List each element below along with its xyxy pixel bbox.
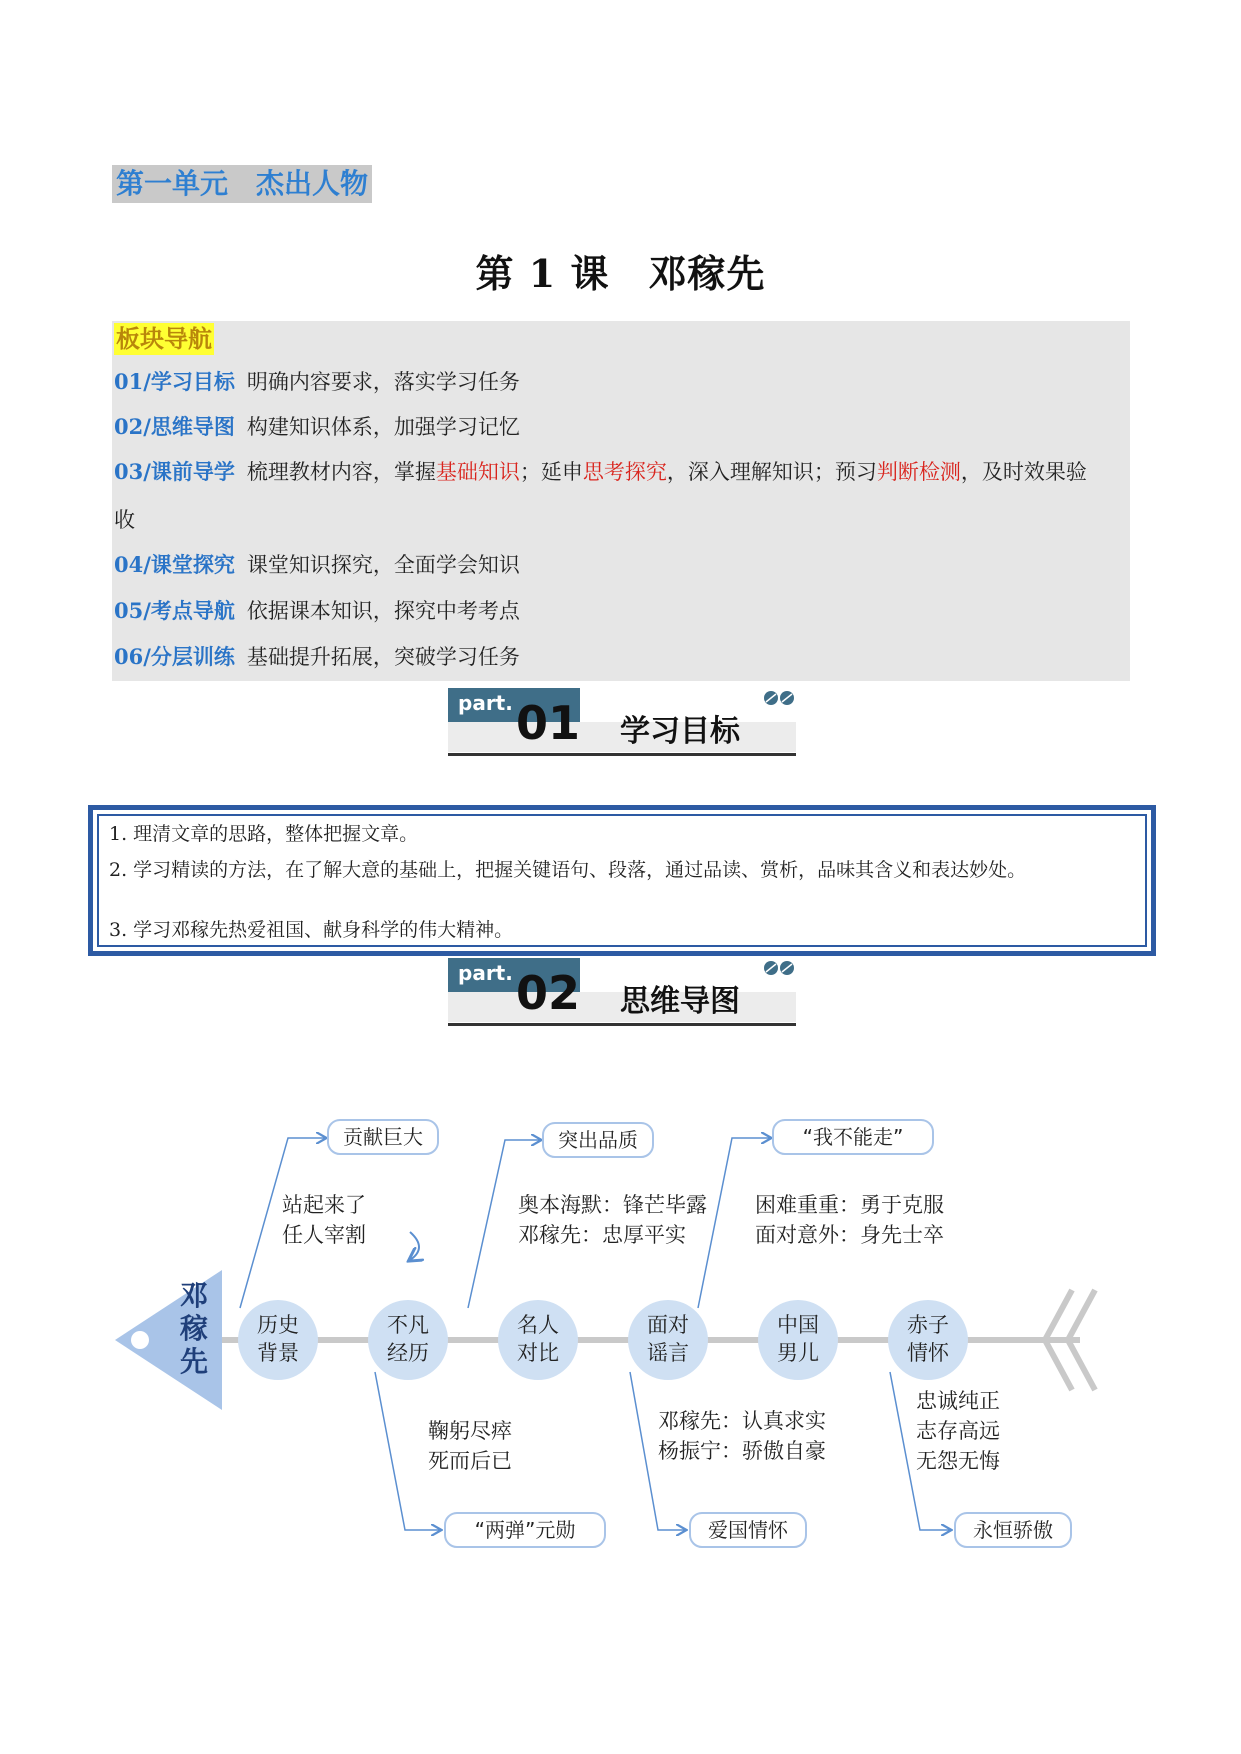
box-label: “我不能走” (802, 1125, 904, 1149)
lesson-title: 第 1 课 邓稼先 (475, 251, 766, 296)
bottom-box (955, 1513, 1071, 1547)
nav-key: 05/考点导航 (114, 598, 235, 623)
nav-key: 03/课前导学 (114, 459, 235, 484)
node (238, 1300, 318, 1380)
branch-text: 任人宰割 (282, 1223, 366, 1247)
box-label: 突出品质 (558, 1128, 638, 1152)
node-label: 谣言 (647, 1341, 689, 1365)
curved-arrow-icon (410, 1232, 419, 1260)
branch-text: 志存高远 (916, 1419, 1000, 1443)
nav-text: 明确内容要求，落实学习任务 (246, 370, 520, 394)
nav-key: 04/课堂探究 (114, 552, 235, 577)
nav-row (114, 549, 1126, 581)
node (368, 1300, 448, 1380)
nav-row (114, 411, 1126, 443)
nav-text: ，及时效果验 (960, 460, 1087, 484)
node-label: 男儿 (777, 1341, 819, 1365)
branch-text: 邓稼先：认真求实 (658, 1409, 826, 1433)
box-label: 贡献巨大 (343, 1125, 423, 1149)
unit-title: 第一单元 杰出人物 (112, 165, 372, 203)
nav-text: ，深入理解知识；预习 (666, 460, 877, 484)
box-label: “两弹”元勋 (474, 1518, 576, 1542)
branch-text: 杨振宁：骄傲自豪 (658, 1439, 826, 1463)
node-label: 名人 (517, 1313, 559, 1337)
decor-dots-icon (763, 958, 797, 978)
part-banner-01 (448, 688, 796, 758)
node (758, 1300, 838, 1380)
branch-text: 鞠躬尽瘁 (428, 1419, 512, 1443)
branch-text: 忠诚纯正 (916, 1389, 1000, 1413)
part-tag-text: part. (458, 961, 513, 985)
branch-text: 困难重重：勇于克服 (755, 1193, 944, 1217)
nav-highlight: 基础知识 (435, 460, 520, 484)
box-label: 永恒骄傲 (973, 1518, 1053, 1542)
branch-text: 面对意外：身先士卒 (755, 1223, 944, 1247)
nav-text: 依据课本知识，探究中考考点 (246, 599, 520, 623)
node-label: 不凡 (387, 1313, 429, 1337)
node-label: 背景 (257, 1341, 299, 1365)
mind-map (110, 1110, 1110, 1560)
branch-text: 死而后已 (428, 1449, 512, 1473)
nav-row (114, 456, 1126, 488)
node-label: 面对 (647, 1313, 689, 1337)
node-label: 对比 (517, 1341, 559, 1365)
goal-item: 3. 学习邓稼先热爱祖国、献身科学的伟大精神。 (109, 919, 514, 941)
nav-text: 构建知识体系，加强学习记忆 (246, 415, 520, 439)
node (498, 1300, 578, 1380)
part-number: 02 (516, 966, 581, 1020)
branch-text: 奥本海默：锋芒毕露 (518, 1193, 707, 1217)
node-label: 赤子 (907, 1313, 949, 1337)
head-char: 邓 (179, 1279, 209, 1312)
node-label: 情怀 (907, 1341, 949, 1365)
goal-item: 2. 学习精读的方法，在了解大意的基础上，把握关键语句、段落，通过品读、赏析，品味其含义和表达妙处。 (109, 859, 1027, 881)
node-label: 历史 (257, 1313, 299, 1337)
fish-eye (131, 1331, 149, 1349)
part-label: 学习目标 (620, 714, 740, 749)
nav-highlight: 思考探究 (582, 460, 667, 484)
box-label: 爱国情怀 (708, 1518, 788, 1542)
nav-row (114, 595, 1126, 627)
head-char: 稼 (179, 1312, 209, 1345)
bottom-box (445, 1513, 605, 1547)
part-tag-text: part. (458, 691, 513, 715)
goal-item: 1. 理清文章的思路，整体把握文章。 (109, 823, 419, 845)
nav-row (114, 641, 1126, 673)
top-box (328, 1120, 438, 1154)
top-box (773, 1120, 933, 1154)
part-number: 01 (516, 696, 581, 750)
nav-row (114, 366, 1126, 398)
section-navigation (112, 321, 1130, 681)
node (628, 1300, 708, 1380)
part-label: 思维导图 (620, 984, 740, 1019)
nav-row-wrap: 收 (114, 508, 135, 532)
nav-highlight: 判断检测 (876, 460, 961, 484)
nav-heading: 板块导航 (116, 324, 212, 353)
nav-text: 课堂知识探究，全面学会知识 (246, 553, 520, 577)
branch-text: 邓稼先：忠厚平实 (518, 1223, 686, 1247)
nav-key: 06/分层训练 (114, 644, 235, 669)
node-label: 经历 (387, 1341, 429, 1365)
nav-key: 01/学习目标 (114, 369, 235, 394)
branch-text: 站起来了 (282, 1193, 366, 1217)
nav-text: ；延申 (519, 460, 583, 484)
head-char: 先 (179, 1345, 209, 1378)
learning-goals-box (88, 805, 1156, 956)
nav-text: 基础提升拓展，突破学习任务 (246, 645, 520, 669)
top-box (543, 1123, 653, 1157)
node (888, 1300, 968, 1380)
nav-key: 02/思维导图 (114, 414, 235, 439)
branch-text: 无怨无悔 (916, 1449, 1000, 1473)
node-label: 中国 (777, 1313, 819, 1337)
nav-text: 梳理教材内容，掌握 (246, 460, 436, 484)
decor-dots-icon (763, 688, 797, 708)
bottom-box (690, 1513, 806, 1547)
part-banner-02 (448, 958, 796, 1028)
